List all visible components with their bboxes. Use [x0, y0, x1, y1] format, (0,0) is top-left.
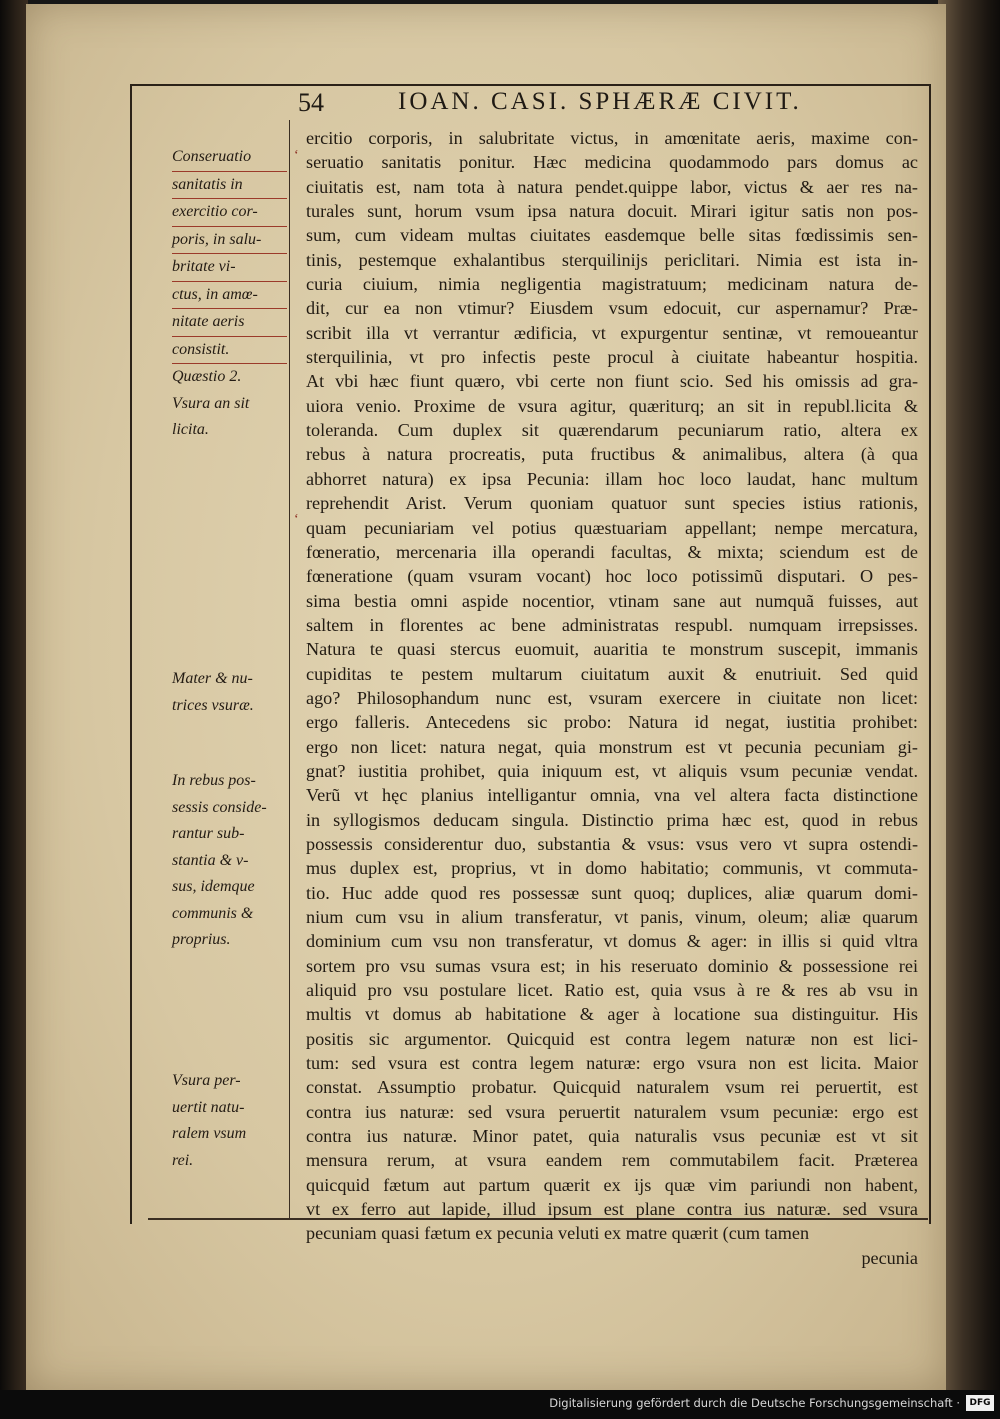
margin-note-line: Conseruatio	[172, 144, 287, 172]
text-line: contra ius naturæ: sed vsura peruertit naturalem vsum pecuniæ: ergo est	[306, 1101, 918, 1122]
book-spine-shadow	[938, 0, 1000, 1390]
text-line: abhorret natura) ex ipsa Pecunia: illam hoc loco laudat, hanc multum	[306, 468, 918, 489]
margin-note-conservatio	[172, 144, 287, 444]
margin-note-line: sanitatis in	[172, 172, 287, 200]
text-line: aliquid pro vsu postulare licet. Ratio est, quia vsus à re & res ab vsu in	[306, 980, 918, 1001]
text-line: constat. Assumptio probatur. Quicquid naturalem vsum rei peruertit, est	[306, 1077, 918, 1098]
text-line: seruatio sanitatis ponitur. Hæc medicina quodammodo pars domus ac	[306, 152, 918, 173]
margin-note-in-rebus	[172, 768, 287, 954]
footer-credit: Digitalisierung gefördert durch die Deutsche Forschungsgemeinschaft ·	[549, 1396, 960, 1410]
margin-note-line: ctus, in amœ-	[172, 282, 287, 310]
margin-note-vsura	[172, 1068, 287, 1174]
margin-note-line: uertit natu-	[172, 1098, 245, 1116]
text-line: dit, cur ea non vtimur? Eiusdem vsum edocuit, cur aspernamur? Præ-	[306, 298, 918, 319]
catchword: pecunia	[861, 1247, 918, 1268]
text-line: saltem in florentes ac bene administratas respubl. numquam irrepsisses.	[306, 614, 918, 635]
text-line: multis vt domus ab habitatione & ager à locatione sua distinguitur. His	[306, 1004, 918, 1025]
text-line: mensura rerum, at vsura eandem rem commutabilem facit. Præterea	[306, 1150, 918, 1171]
text-line: pecuniam quasi fætum ex pecunia veluti ex matre quærit (cum tamen	[306, 1223, 810, 1244]
margin-note-line: Mater & nu-	[172, 670, 253, 687]
running-head: IOAN. CASI. SPHÆRÆ CIVIT.	[398, 88, 802, 115]
text-line: tum: sed vsura est contra legem naturæ: ergo vsura non est licita. Maior	[306, 1053, 918, 1074]
margin-note-line: stantia & v-	[172, 851, 249, 869]
margin-note-line: Vsura per-	[172, 1072, 241, 1089]
text-line: reprehendit Arist. Verum quoniam quatuor sunt species istius rationis,	[306, 493, 918, 514]
pencil-mark-icon: ʻ	[294, 148, 299, 163]
text-line: curia ciuium, nimia negligentia magistratuum; medicinam natura de-	[306, 274, 918, 295]
text-line: toleranda. Cum duplex sit quærendarum pecuniarum ratio, altera ex	[306, 420, 918, 441]
margin-note-line: Vsura an sit	[172, 394, 250, 412]
text-line: fœneratione (quam vsuram vocant) hoc loco potissimũ disputari. O pes-	[306, 566, 918, 587]
margin-note-line: exercitio cor-	[172, 199, 287, 227]
text-line: mus duplex est, proprius, vt in domo habitatio; communis, vt commuta-	[306, 858, 918, 879]
text-line: ergo non licet: natura negat, quia monstrum est vt pecunia pecuniam gi-	[306, 736, 918, 757]
text-line: positis sic argumentor. Quicquid est contra legem naturæ non est lici-	[306, 1028, 918, 1049]
margin-note-line: trices vsuræ.	[172, 696, 254, 714]
text-line: gnat? iustitia prohibet, quia iniquum est, vt aliquis vsum pecuniæ vendat.	[306, 760, 918, 781]
text-line: quam pecuniariam vel potius quæstuariam appellant; nempe mercatura,	[306, 517, 918, 538]
text-line: possessis considerentur duo, substantia & vsus: vsus vero vt supra ostendi-	[306, 833, 918, 854]
text-line: sortem pro vsu sumas vsura est; in his reseruato dominio & possessione rei	[306, 955, 918, 976]
dfg-logo-icon: DFG	[966, 1395, 994, 1411]
text-line: sterquilinia, vt pro infectis peste procul à ciuitate habeantur hospitia.	[306, 347, 918, 368]
text-line: ercitio corporis, in salubritate victus, in amœnitate aeris, maxime con-	[306, 128, 918, 148]
main-text-block	[306, 126, 918, 1270]
margin-note-line: nitate aeris	[172, 309, 287, 337]
footer-bar	[0, 1390, 1000, 1419]
margin-note-line: rantur sub-	[172, 825, 245, 842]
margin-note-line: communis &	[172, 904, 254, 922]
margin-note-line: rei.	[172, 1151, 194, 1169]
text-line: ciuitatis est, nam tota à natura pendet.quippe labor, victus & aer res na-	[306, 176, 918, 197]
text-line: cupiditas te pestem multarum ciuitatum auxit & enutriuit. Sed quid	[306, 663, 918, 684]
margin-note-line: poris, in salu-	[172, 227, 287, 255]
book-edge	[0, 0, 28, 1390]
text-line: scribit illa vt verrantur ædificia, vt expurgentur sentinæ, vt remoueantur	[306, 322, 918, 343]
text-line: tinis, pestemque exhalantibus sterquilinijs periclitari. Nimia est ista in-	[306, 249, 918, 270]
text-line: Verũ vt hęc planius intelligantur omnia, vna vel altera facta distinctione	[306, 785, 918, 806]
text-line: vt ex ferro aut lapide, illud ipsum est plane contra ius naturæ. sed vsura	[306, 1199, 918, 1220]
text-line: turales sunt, horum vsum ipsa natura docuit. Mirari igitur satis non pos-	[306, 201, 918, 222]
text-line: rebus à natura procreatis, puta fructibus & animalibus, altera (à qua	[306, 444, 918, 465]
text-line: nium cum vsu in alium transferatur, vt panis, vinum, oleum; aliæ quarum	[306, 907, 918, 927]
margin-note-line: consistit.	[172, 337, 287, 365]
text-line: At vbi hæc fiunt quæro, vbi certe non fiunt scio. Sed his omissis ad gra-	[306, 371, 918, 392]
margin-note-line: In rebus pos-	[172, 772, 256, 789]
text-line: contra ius naturæ. Minor patet, quia naturalis vsus pecuniæ est vt sit	[306, 1126, 918, 1147]
margin-rule	[289, 120, 290, 1220]
margin-note-line: licita.	[172, 421, 209, 438]
page-number: 54	[298, 88, 324, 117]
margin-note-line: britate vi-	[172, 254, 287, 282]
text-line: Natura te quasi stercus euomuit, auaritia te monstrum suscepit, immanis	[306, 639, 918, 660]
text-line: uiora venio. Proxime de vsura agitur, quæriturq; an sit in republ.licita &	[306, 395, 918, 416]
text-line: ago? Philosophandum nunc est, vsuram exercere in ciuitate non licet:	[306, 687, 918, 708]
text-line: sima bestia omni aspide nocentior, vtinam sane aut numquã fuisses, aut	[306, 590, 918, 611]
margin-note-line: ralem vsum	[172, 1125, 247, 1142]
margin-note-line: proprius.	[172, 931, 231, 948]
margin-note-line: sus, idemque	[172, 878, 255, 895]
margin-note-line: sessis conside-	[172, 798, 267, 816]
text-line: quicquid fætum aut partum quærit ex ijs quæ vim pariundi non habent,	[306, 1174, 918, 1195]
margin-note-line: Quæstio 2.	[172, 368, 242, 385]
margin-note-mater	[172, 666, 287, 719]
text-line: in syllogismos deducam singula. Distinctio prima hæc est, quod in rebus	[306, 809, 918, 830]
text-line: fœneratio, mercenaria illa operandi facultas, & mixta; sciendum est de	[306, 541, 918, 562]
text-line: ergo falleris. Antecedens sic probo: Natura id negat, iustitia prohibet:	[306, 712, 918, 733]
pencil-mark-icon: ʻ	[294, 512, 299, 527]
text-line: sum, cum videam multas ciuitates easdemque belle sitas fœdissimis sen-	[306, 225, 918, 246]
text-line: dominium cum vsu non transferatur, vt domus & ager: in illis si quid vltra	[306, 931, 918, 952]
text-line: tio. Huc adde quod res possessæ sunt quoq; duplices, aliæ quarum domi-	[306, 882, 918, 903]
